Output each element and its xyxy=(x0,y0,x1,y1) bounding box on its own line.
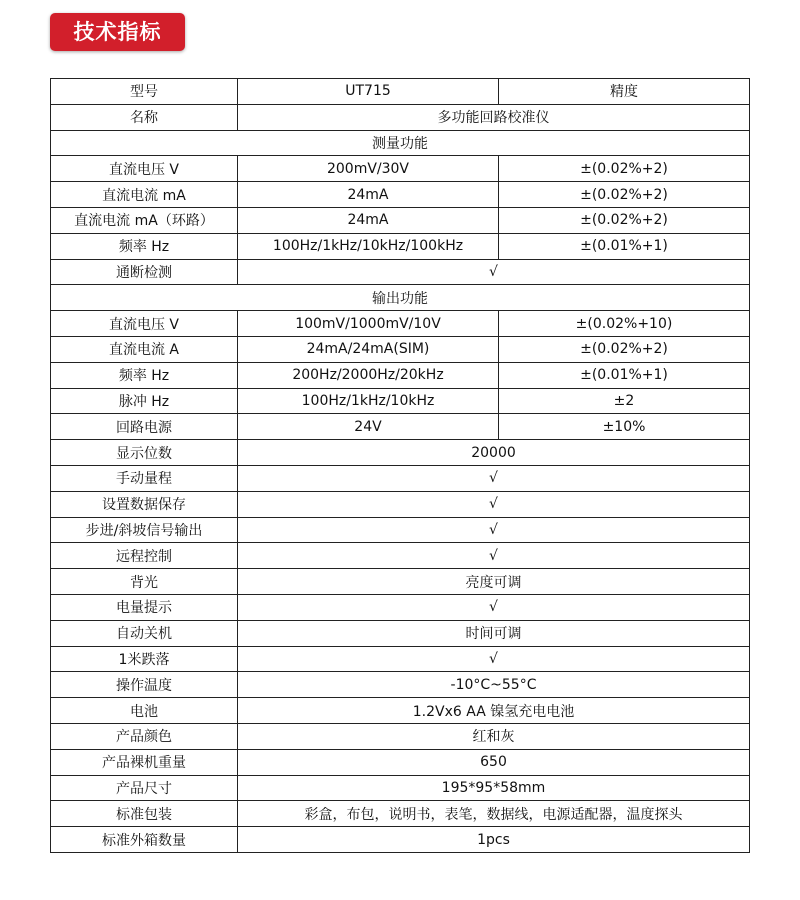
table-row xyxy=(51,259,750,285)
spec-accuracy-cell: ±(0.01%+1) xyxy=(499,233,750,259)
spec-value-cell: 亮度可调 xyxy=(238,569,750,595)
spec-label-cell: 手动量程 xyxy=(51,465,238,491)
spec-value-cell: 24V xyxy=(238,414,499,440)
table-row xyxy=(51,646,750,672)
spec-label-cell: 通断检测 xyxy=(51,259,238,285)
spec-label-cell: 操作温度 xyxy=(51,672,238,698)
section-header-cell: 测量功能 xyxy=(51,130,750,156)
spec-label-cell: 标准外箱数量 xyxy=(51,827,238,853)
spec-value-cell: 100Hz/1kHz/10kHz/100kHz xyxy=(238,233,499,259)
spec-accuracy-cell: ±(0.01%+1) xyxy=(499,362,750,388)
spec-label-cell: 产品颜色 xyxy=(51,723,238,749)
spec-accuracy-cell: ±(0.02%+2) xyxy=(499,182,750,208)
spec-label-cell: 名称 xyxy=(51,104,238,130)
spec-label-cell: 频率 Hz xyxy=(51,233,238,259)
table-row xyxy=(51,130,750,156)
spec-value-cell: √ xyxy=(238,646,750,672)
spec-label-cell: 产品裸机重量 xyxy=(51,749,238,775)
spec-value-cell: 195*95*58mm xyxy=(238,775,750,801)
spec-value-cell: 100Hz/1kHz/10kHz xyxy=(238,388,499,414)
spec-value-cell: 24mA xyxy=(238,207,499,233)
spec-accuracy-cell: ±10% xyxy=(499,414,750,440)
table-row xyxy=(51,311,750,337)
spec-value-cell: 彩盒，布包，说明书，表笔，数据线，电源适配器，温度探头 xyxy=(238,801,750,827)
table-row xyxy=(51,414,750,440)
table-row xyxy=(51,285,750,311)
table-row xyxy=(51,207,750,233)
table-row xyxy=(51,491,750,517)
spec-value-cell: 200Hz/2000Hz/20kHz xyxy=(238,362,499,388)
table-row xyxy=(51,543,750,569)
spec-label-cell: 直流电压 V xyxy=(51,311,238,337)
spec-label-cell: 标准包装 xyxy=(51,801,238,827)
spec-value-cell: 多功能回路校准仪 xyxy=(238,104,750,130)
spec-accuracy-cell: ±(0.02%+10) xyxy=(499,311,750,337)
spec-value-cell: 时间可调 xyxy=(238,620,750,646)
spec-label-cell: 型号 xyxy=(51,79,238,105)
spec-label-cell: 频率 Hz xyxy=(51,362,238,388)
spec-table xyxy=(50,78,750,853)
spec-label-cell: 产品尺寸 xyxy=(51,775,238,801)
table-row xyxy=(51,156,750,182)
spec-value-cell: UT715 xyxy=(238,79,499,105)
table-row xyxy=(51,336,750,362)
spec-value-cell: √ xyxy=(238,465,750,491)
spec-value-cell: 200mV/30V xyxy=(238,156,499,182)
spec-label-cell: 远程控制 xyxy=(51,543,238,569)
table-row xyxy=(51,362,750,388)
table-row xyxy=(51,388,750,414)
table-row xyxy=(51,569,750,595)
table-row xyxy=(51,182,750,208)
table-row xyxy=(51,620,750,646)
spec-label-cell: 直流电压 V xyxy=(51,156,238,182)
table-row xyxy=(51,698,750,724)
table-row xyxy=(51,594,750,620)
spec-value-cell: √ xyxy=(238,259,750,285)
spec-value-cell: 20000 xyxy=(238,440,750,466)
table-row xyxy=(51,749,750,775)
section-title-badge: 技术指标 xyxy=(50,13,185,51)
spec-value-cell: √ xyxy=(238,517,750,543)
spec-table-body xyxy=(51,79,750,853)
spec-label-cell: 直流电流 A xyxy=(51,336,238,362)
table-row xyxy=(51,801,750,827)
spec-value-cell: 650 xyxy=(238,749,750,775)
spec-label-cell: 背光 xyxy=(51,569,238,595)
spec-value-cell: 1.2Vx6 AA 镍氢充电电池 xyxy=(238,698,750,724)
spec-label-cell: 自动关机 xyxy=(51,620,238,646)
table-row xyxy=(51,827,750,853)
table-row xyxy=(51,775,750,801)
spec-accuracy-cell: ±(0.02%+2) xyxy=(499,156,750,182)
spec-label-cell: 显示位数 xyxy=(51,440,238,466)
table-row xyxy=(51,517,750,543)
section-header-cell: 输出功能 xyxy=(51,285,750,311)
spec-label-cell: 步进/斜坡信号输出 xyxy=(51,517,238,543)
table-row xyxy=(51,723,750,749)
table-row xyxy=(51,465,750,491)
spec-value-cell: √ xyxy=(238,491,750,517)
spec-label-cell: 电池 xyxy=(51,698,238,724)
spec-value-cell: 1pcs xyxy=(238,827,750,853)
spec-value-cell: √ xyxy=(238,543,750,569)
spec-value-cell: 100mV/1000mV/10V xyxy=(238,311,499,337)
spec-value-cell: -10°C~55°C xyxy=(238,672,750,698)
spec-label-cell: 脉冲 Hz xyxy=(51,388,238,414)
spec-label-cell: 直流电流 mA xyxy=(51,182,238,208)
spec-value-cell: 红和灰 xyxy=(238,723,750,749)
spec-value-cell: 24mA xyxy=(238,182,499,208)
spec-label-cell: 1米跌落 xyxy=(51,646,238,672)
table-row xyxy=(51,440,750,466)
spec-value-cell: √ xyxy=(238,594,750,620)
table-row xyxy=(51,672,750,698)
spec-accuracy-cell: ±2 xyxy=(499,388,750,414)
spec-label-cell: 直流电流 mA（环路） xyxy=(51,207,238,233)
spec-label-cell: 设置数据保存 xyxy=(51,491,238,517)
table-row xyxy=(51,79,750,105)
spec-label-cell: 回路电源 xyxy=(51,414,238,440)
table-row xyxy=(51,233,750,259)
spec-label-cell: 电量提示 xyxy=(51,594,238,620)
spec-accuracy-cell: 精度 xyxy=(499,79,750,105)
table-row xyxy=(51,104,750,130)
spec-value-cell: 24mA/24mA(SIM) xyxy=(238,336,499,362)
spec-accuracy-cell: ±(0.02%+2) xyxy=(499,336,750,362)
spec-accuracy-cell: ±(0.02%+2) xyxy=(499,207,750,233)
